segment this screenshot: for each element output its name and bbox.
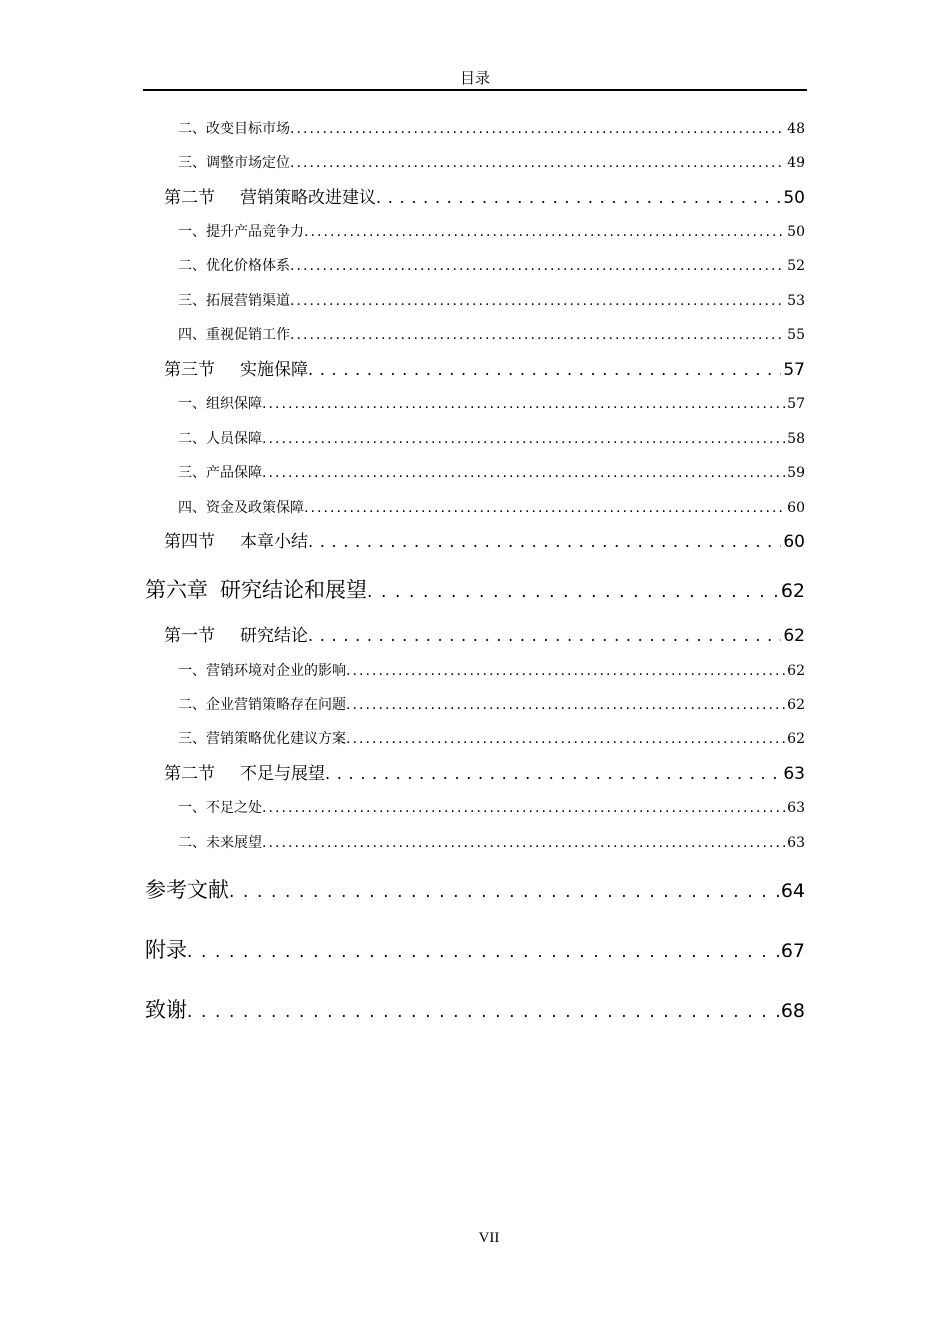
toc-section-number: 第四节: [164, 532, 215, 552]
toc-entry-page: 49: [787, 155, 805, 171]
toc-entry-label: 四、重视促销工作: [178, 327, 290, 343]
toc-leader-dots: [367, 579, 779, 605]
toc-section-entry[interactable]: [164, 359, 805, 381]
toc-entry-page: 60: [783, 532, 805, 552]
toc-entry-label: 实施保障: [240, 360, 308, 380]
toc-leader-dots: [308, 359, 781, 381]
toc-entry-label: 二、企业营销策略存在问题: [178, 697, 346, 713]
toc-section-entry[interactable]: [164, 763, 805, 785]
toc-leader-dots: [376, 187, 781, 209]
toc-entry-label: 一、组织保障: [178, 396, 262, 412]
toc-entry-page: 50: [783, 188, 805, 208]
toc-entry-page: 63: [787, 835, 805, 851]
toc-chapter-entry[interactable]: [145, 997, 805, 1023]
toc-leader-dots: [262, 430, 785, 448]
toc-entry-label: 二、人员保障: [178, 431, 262, 447]
toc-entry[interactable]: [178, 395, 805, 413]
toc-entry-label: 二、改变目标市场: [178, 121, 290, 137]
toc-entry-page: 63: [787, 800, 805, 816]
toc-leader-dots: [290, 257, 785, 275]
toc-entry-label: 本章小结: [240, 532, 308, 552]
toc-entry-label: 三、营销策略优化建议方案: [178, 731, 346, 747]
toc-entry-page: 67: [780, 940, 805, 962]
toc-section-number: 第三节: [164, 360, 215, 380]
toc-entry-page: 62: [787, 697, 805, 713]
toc-section-entry[interactable]: [164, 187, 805, 209]
toc-leader-dots: [290, 292, 785, 310]
toc-leader-dots: [308, 531, 781, 553]
toc-entry-label: 不足与展望: [240, 764, 325, 784]
toc-entry[interactable]: [178, 223, 805, 241]
toc-entry-page: 53: [787, 293, 805, 309]
toc-section-number: 第二节: [164, 764, 215, 784]
toc-entry-label: 三、拓展营销渠道: [178, 293, 290, 309]
toc-entry[interactable]: [178, 257, 805, 275]
toc-entry-page: 62: [787, 731, 805, 747]
toc-entry-page: 62: [780, 580, 805, 602]
toc-entry-page: 57: [783, 360, 805, 380]
toc-entry-page: 64: [780, 880, 805, 902]
toc-entry[interactable]: [178, 730, 805, 748]
toc-leader-dots: [325, 763, 781, 785]
toc-entry-label: 营销策略改进建议: [240, 188, 376, 208]
page-number-footer: VII: [478, 1230, 500, 1246]
toc-leader-dots: [304, 499, 785, 517]
toc-leader-dots: [229, 879, 779, 905]
toc-entry-label: 研究结论和展望: [220, 578, 367, 602]
toc-chapter-entry[interactable]: [145, 877, 805, 903]
toc-entry[interactable]: [178, 662, 805, 680]
toc-entry[interactable]: [178, 154, 805, 172]
toc-entry-page: 58: [787, 431, 805, 447]
toc-entry-page: 50: [787, 224, 805, 240]
toc-entry-page: 57: [787, 396, 805, 412]
toc-entry-label: 二、未来展望: [178, 835, 262, 851]
toc-entry-page: 63: [783, 764, 805, 784]
toc-entry-label: 二、优化价格体系: [178, 258, 290, 274]
toc-entry-page: 68: [780, 1000, 805, 1022]
toc-entry[interactable]: [178, 326, 805, 344]
toc-leader-dots: [262, 395, 785, 413]
toc-leader-dots: [290, 326, 785, 344]
toc-entry[interactable]: [178, 834, 805, 852]
toc-leader-dots: [187, 999, 779, 1025]
toc-chapter-number: 第六章: [145, 578, 208, 602]
toc-entry[interactable]: [178, 696, 805, 714]
toc-chapter-entry[interactable]: [145, 577, 805, 603]
toc-entry[interactable]: [178, 799, 805, 817]
toc-entry-page: 62: [783, 626, 805, 646]
toc-entry-label: 一、不足之处: [178, 800, 262, 816]
toc-entry-page: 59: [787, 465, 805, 481]
toc-entry-label: 一、提升产品竞争力: [178, 224, 304, 240]
toc-section-number: 第一节: [164, 626, 215, 646]
toc-entry-label: 研究结论: [240, 626, 308, 646]
toc-entry-label: 一、营销环境对企业的影响: [178, 663, 346, 679]
toc-entry[interactable]: [178, 120, 805, 138]
toc-leader-dots: [290, 154, 785, 172]
toc-entry-label: 四、资金及政策保障: [178, 500, 304, 516]
toc-entry[interactable]: [178, 292, 805, 310]
toc-entry[interactable]: [178, 464, 805, 482]
toc-entry-label: 参考文献: [145, 878, 229, 902]
toc-entry-page: 60: [787, 500, 805, 516]
toc-entry-label: 附录: [145, 938, 187, 962]
toc-leader-dots: [346, 696, 785, 714]
toc-entry-page: 55: [787, 327, 805, 343]
toc-leader-dots: [262, 834, 785, 852]
toc-leader-dots: [262, 799, 785, 817]
toc-section-number: 第二节: [164, 188, 215, 208]
toc-entry-label: 致谢: [145, 998, 187, 1022]
toc-leader-dots: [187, 939, 779, 965]
page-header-title: 目录: [459, 69, 490, 87]
toc-leader-dots: [346, 662, 785, 680]
toc-leader-dots: [290, 120, 785, 138]
toc-entry-page: 62: [787, 663, 805, 679]
toc-entry-label: 三、调整市场定位: [178, 155, 290, 171]
toc-leader-dots: [346, 730, 785, 748]
toc-entry[interactable]: [178, 430, 805, 448]
toc-leader-dots: [308, 625, 781, 647]
toc-section-entry[interactable]: [164, 625, 805, 647]
toc-leader-dots: [262, 464, 785, 482]
toc-chapter-entry[interactable]: [145, 937, 805, 963]
toc-section-entry[interactable]: [164, 531, 805, 553]
toc-entry[interactable]: [178, 499, 805, 517]
toc-entry-page: 52: [787, 258, 805, 274]
toc-entry-page: 48: [787, 121, 805, 137]
toc-leader-dots: [304, 223, 785, 241]
toc-entry-label: 三、产品保障: [178, 465, 262, 481]
